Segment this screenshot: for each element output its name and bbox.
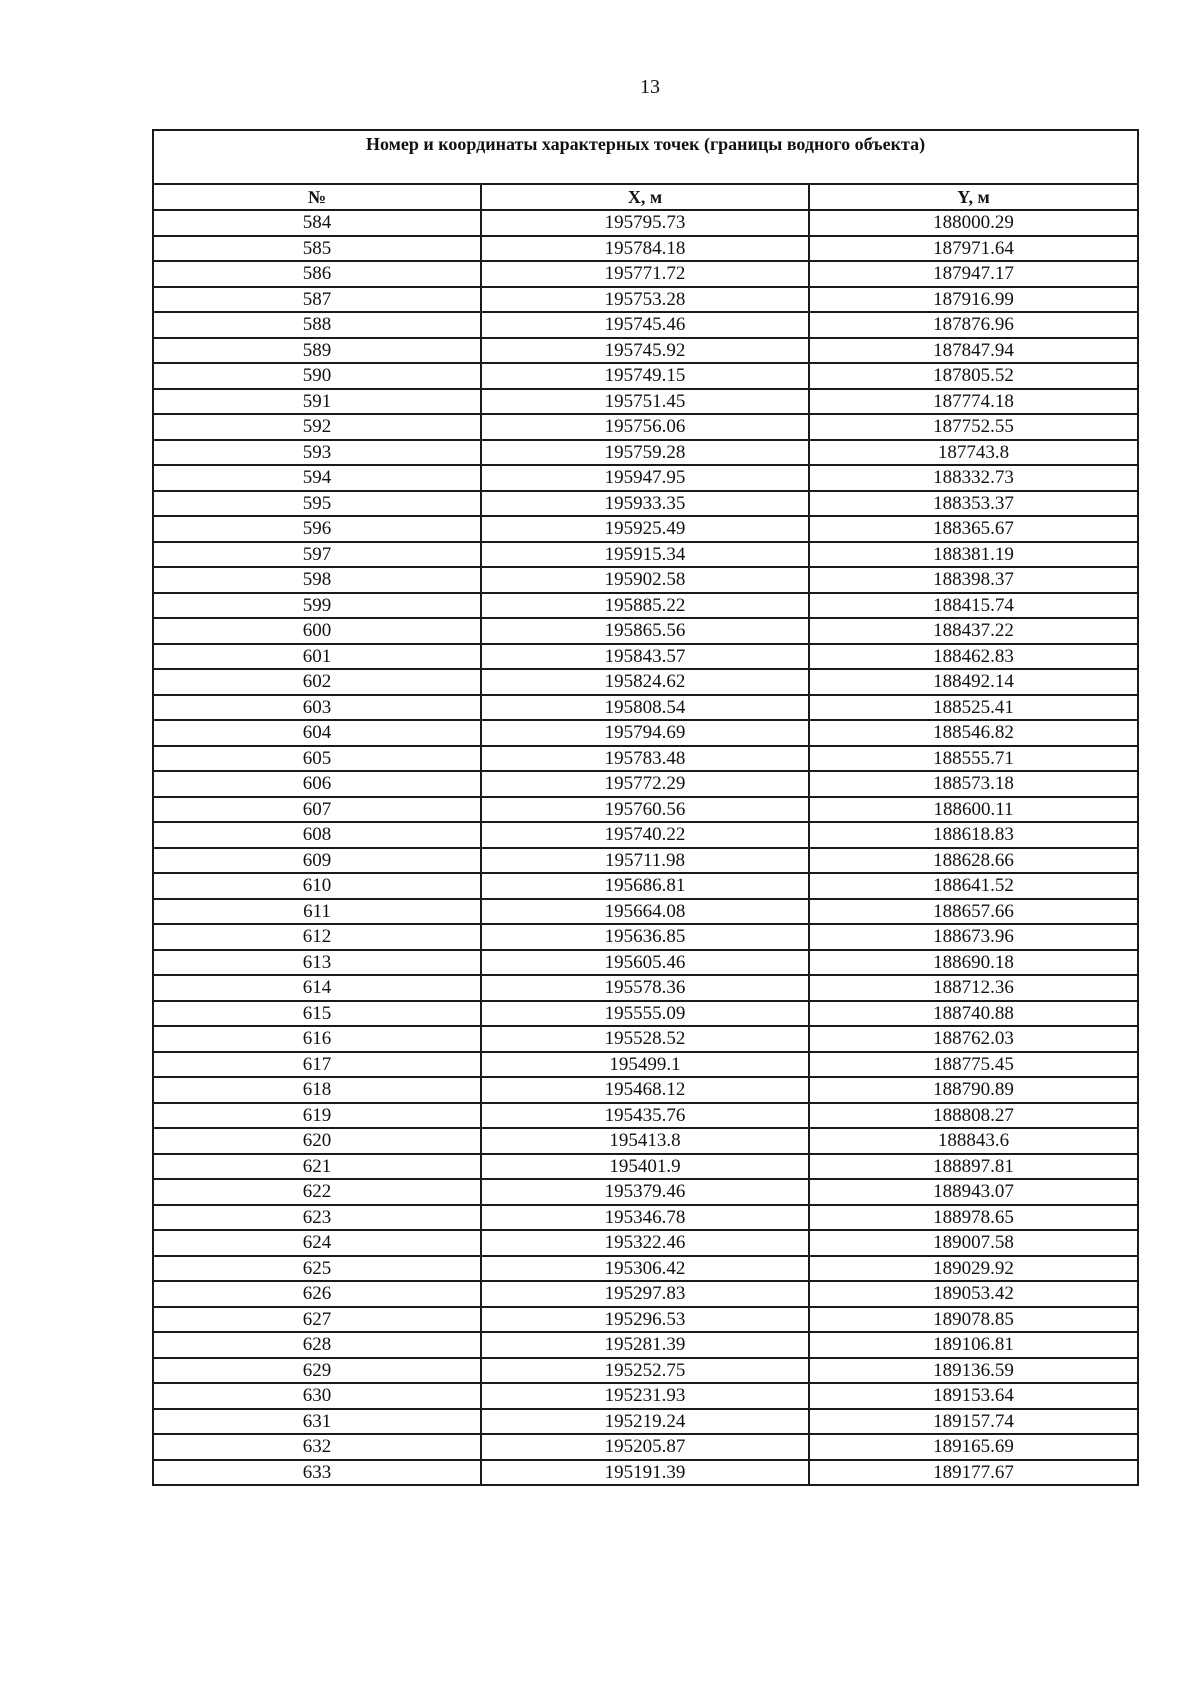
table-row — [153, 975, 1138, 1001]
y-coordinate-cell: 187876.96 — [809, 312, 1138, 338]
table-row — [153, 1154, 1138, 1180]
table-row — [153, 924, 1138, 950]
x-coordinate-cell: 195740.22 — [481, 822, 809, 848]
y-coordinate-cell: 189078.85 — [809, 1307, 1138, 1333]
x-coordinate-cell: 195753.28 — [481, 287, 809, 313]
y-coordinate-cell: 189106.81 — [809, 1332, 1138, 1358]
y-coordinate-cell: 189157.74 — [809, 1409, 1138, 1435]
y-coordinate-cell: 189165.69 — [809, 1434, 1138, 1460]
table-row — [153, 414, 1138, 440]
table-row — [153, 593, 1138, 619]
y-coordinate-cell: 189007.58 — [809, 1230, 1138, 1256]
table-row — [153, 822, 1138, 848]
table-row — [153, 567, 1138, 593]
x-coordinate-cell: 195468.12 — [481, 1077, 809, 1103]
x-coordinate-cell: 195865.56 — [481, 618, 809, 644]
x-coordinate-cell: 195783.48 — [481, 746, 809, 772]
point-number-cell: 593 — [153, 440, 481, 466]
y-coordinate-cell: 188978.65 — [809, 1205, 1138, 1231]
point-number-cell: 629 — [153, 1358, 481, 1384]
y-coordinate-cell: 187847.94 — [809, 338, 1138, 364]
y-coordinate-cell: 187752.55 — [809, 414, 1138, 440]
y-coordinate-cell: 187805.52 — [809, 363, 1138, 389]
table-row — [153, 210, 1138, 236]
x-coordinate-cell: 195745.46 — [481, 312, 809, 338]
y-coordinate-cell: 188462.83 — [809, 644, 1138, 670]
x-coordinate-cell: 195306.42 — [481, 1256, 809, 1282]
y-coordinate-cell: 188712.36 — [809, 975, 1138, 1001]
point-number-cell: 628 — [153, 1332, 481, 1358]
point-number-cell: 615 — [153, 1001, 481, 1027]
x-coordinate-cell: 195231.93 — [481, 1383, 809, 1409]
y-coordinate-cell: 188600.11 — [809, 797, 1138, 823]
table-row — [153, 1358, 1138, 1384]
x-coordinate-cell: 195794.69 — [481, 720, 809, 746]
x-coordinate-cell: 195555.09 — [481, 1001, 809, 1027]
table-row — [153, 1256, 1138, 1282]
y-coordinate-cell: 188332.73 — [809, 465, 1138, 491]
x-coordinate-cell: 195808.54 — [481, 695, 809, 721]
y-coordinate-cell: 188381.19 — [809, 542, 1138, 568]
column-header-number: № — [153, 184, 481, 210]
table-row — [153, 516, 1138, 542]
table-row — [153, 1052, 1138, 1078]
y-coordinate-cell: 188000.29 — [809, 210, 1138, 236]
table-title-row — [153, 130, 1138, 184]
x-coordinate-cell: 195664.08 — [481, 899, 809, 925]
point-number-cell: 605 — [153, 746, 481, 772]
table-row — [153, 465, 1138, 491]
x-coordinate-cell: 195686.81 — [481, 873, 809, 899]
x-coordinate-cell: 195843.57 — [481, 644, 809, 670]
point-number-cell: 584 — [153, 210, 481, 236]
table-row — [153, 312, 1138, 338]
x-coordinate-cell: 195379.46 — [481, 1179, 809, 1205]
table-body — [153, 210, 1138, 1485]
table-row — [153, 618, 1138, 644]
table-row — [153, 389, 1138, 415]
point-number-cell: 617 — [153, 1052, 481, 1078]
table-row — [153, 797, 1138, 823]
x-coordinate-cell: 195745.92 — [481, 338, 809, 364]
y-coordinate-cell: 188790.89 — [809, 1077, 1138, 1103]
table-row — [153, 1434, 1138, 1460]
x-coordinate-cell: 195499.1 — [481, 1052, 809, 1078]
point-number-cell: 632 — [153, 1434, 481, 1460]
point-number-cell: 619 — [153, 1103, 481, 1129]
x-coordinate-cell: 195925.49 — [481, 516, 809, 542]
point-number-cell: 587 — [153, 287, 481, 313]
table-row — [153, 899, 1138, 925]
table-row — [153, 1077, 1138, 1103]
point-number-cell: 623 — [153, 1205, 481, 1231]
table-row — [153, 1307, 1138, 1333]
x-coordinate-cell: 195346.78 — [481, 1205, 809, 1231]
x-coordinate-cell: 195711.98 — [481, 848, 809, 874]
table-title: Номер и координаты характерных точек (границы водного объекта) — [153, 130, 1138, 184]
table-row — [153, 873, 1138, 899]
point-number-cell: 609 — [153, 848, 481, 874]
x-coordinate-cell: 195772.29 — [481, 771, 809, 797]
x-coordinate-cell: 195401.9 — [481, 1154, 809, 1180]
x-coordinate-cell: 195933.35 — [481, 491, 809, 517]
point-number-cell: 610 — [153, 873, 481, 899]
y-coordinate-cell: 188943.07 — [809, 1179, 1138, 1205]
x-coordinate-cell: 195528.52 — [481, 1026, 809, 1052]
point-number-cell: 624 — [153, 1230, 481, 1256]
point-number-cell: 597 — [153, 542, 481, 568]
table-row — [153, 542, 1138, 568]
y-coordinate-cell: 188573.18 — [809, 771, 1138, 797]
point-number-cell: 591 — [153, 389, 481, 415]
table-row — [153, 848, 1138, 874]
point-number-cell: 590 — [153, 363, 481, 389]
point-number-cell: 625 — [153, 1256, 481, 1282]
y-coordinate-cell: 187743.8 — [809, 440, 1138, 466]
point-number-cell: 630 — [153, 1383, 481, 1409]
y-coordinate-cell: 187947.17 — [809, 261, 1138, 287]
y-coordinate-cell: 188555.71 — [809, 746, 1138, 772]
point-number-cell: 611 — [153, 899, 481, 925]
point-number-cell: 607 — [153, 797, 481, 823]
x-coordinate-cell: 195322.46 — [481, 1230, 809, 1256]
x-coordinate-cell: 195885.22 — [481, 593, 809, 619]
x-coordinate-cell: 195947.95 — [481, 465, 809, 491]
x-coordinate-cell: 195756.06 — [481, 414, 809, 440]
y-coordinate-cell: 189136.59 — [809, 1358, 1138, 1384]
column-header-y: Y, м — [809, 184, 1138, 210]
point-number-cell: 601 — [153, 644, 481, 670]
point-number-cell: 588 — [153, 312, 481, 338]
x-coordinate-cell: 195219.24 — [481, 1409, 809, 1435]
table-header-row — [153, 184, 1138, 210]
y-coordinate-cell: 188690.18 — [809, 950, 1138, 976]
table-row — [153, 695, 1138, 721]
point-number-cell: 613 — [153, 950, 481, 976]
point-number-cell: 606 — [153, 771, 481, 797]
table-row — [153, 1409, 1138, 1435]
x-coordinate-cell: 195751.45 — [481, 389, 809, 415]
y-coordinate-cell: 188546.82 — [809, 720, 1138, 746]
point-number-cell: 612 — [153, 924, 481, 950]
x-coordinate-cell: 195824.62 — [481, 669, 809, 695]
point-number-cell: 595 — [153, 491, 481, 517]
table-row — [153, 338, 1138, 364]
point-number-cell: 627 — [153, 1307, 481, 1333]
x-coordinate-cell: 195435.76 — [481, 1103, 809, 1129]
y-coordinate-cell: 188398.37 — [809, 567, 1138, 593]
x-coordinate-cell: 195578.36 — [481, 975, 809, 1001]
table-row — [153, 669, 1138, 695]
table-row — [153, 1383, 1138, 1409]
y-coordinate-cell: 188365.67 — [809, 516, 1138, 542]
point-number-cell: 600 — [153, 618, 481, 644]
table-row — [153, 1230, 1138, 1256]
y-coordinate-cell: 188618.83 — [809, 822, 1138, 848]
x-coordinate-cell: 195605.46 — [481, 950, 809, 976]
point-number-cell: 616 — [153, 1026, 481, 1052]
y-coordinate-cell: 188673.96 — [809, 924, 1138, 950]
x-coordinate-cell: 195760.56 — [481, 797, 809, 823]
table-row — [153, 236, 1138, 262]
x-coordinate-cell: 195784.18 — [481, 236, 809, 262]
y-coordinate-cell: 187774.18 — [809, 389, 1138, 415]
point-number-cell: 614 — [153, 975, 481, 1001]
x-coordinate-cell: 195795.73 — [481, 210, 809, 236]
page-number: 13 — [640, 76, 660, 98]
y-coordinate-cell: 188740.88 — [809, 1001, 1138, 1027]
table-row — [153, 1103, 1138, 1129]
table-row — [153, 720, 1138, 746]
point-number-cell: 592 — [153, 414, 481, 440]
coordinates-table — [152, 129, 1139, 1486]
y-coordinate-cell: 187971.64 — [809, 236, 1138, 262]
point-number-cell: 603 — [153, 695, 481, 721]
x-coordinate-cell: 195205.87 — [481, 1434, 809, 1460]
y-coordinate-cell: 189153.64 — [809, 1383, 1138, 1409]
y-coordinate-cell: 188353.37 — [809, 491, 1138, 517]
x-coordinate-cell: 195281.39 — [481, 1332, 809, 1358]
table-row — [153, 287, 1138, 313]
x-coordinate-cell: 195915.34 — [481, 542, 809, 568]
y-coordinate-cell: 189029.92 — [809, 1256, 1138, 1282]
point-number-cell: 620 — [153, 1128, 481, 1154]
y-coordinate-cell: 188762.03 — [809, 1026, 1138, 1052]
point-number-cell: 585 — [153, 236, 481, 262]
x-coordinate-cell: 195771.72 — [481, 261, 809, 287]
table-row — [153, 771, 1138, 797]
x-coordinate-cell: 195413.8 — [481, 1128, 809, 1154]
table-row — [153, 363, 1138, 389]
point-number-cell: 599 — [153, 593, 481, 619]
y-coordinate-cell: 188775.45 — [809, 1052, 1138, 1078]
table-row — [153, 950, 1138, 976]
table-row — [153, 1179, 1138, 1205]
table-row — [153, 1281, 1138, 1307]
y-coordinate-cell: 188808.27 — [809, 1103, 1138, 1129]
x-coordinate-cell: 195636.85 — [481, 924, 809, 950]
point-number-cell: 621 — [153, 1154, 481, 1180]
point-number-cell: 594 — [153, 465, 481, 491]
point-number-cell: 602 — [153, 669, 481, 695]
point-number-cell: 589 — [153, 338, 481, 364]
point-number-cell: 586 — [153, 261, 481, 287]
point-number-cell: 631 — [153, 1409, 481, 1435]
point-number-cell: 622 — [153, 1179, 481, 1205]
y-coordinate-cell: 188525.41 — [809, 695, 1138, 721]
x-coordinate-cell: 195902.58 — [481, 567, 809, 593]
table-row — [153, 261, 1138, 287]
y-coordinate-cell: 188492.14 — [809, 669, 1138, 695]
table-row — [153, 746, 1138, 772]
y-coordinate-cell: 187916.99 — [809, 287, 1138, 313]
x-coordinate-cell: 195252.75 — [481, 1358, 809, 1384]
point-number-cell: 626 — [153, 1281, 481, 1307]
y-coordinate-cell: 188628.66 — [809, 848, 1138, 874]
table-row — [153, 1001, 1138, 1027]
point-number-cell: 598 — [153, 567, 481, 593]
table-row — [153, 440, 1138, 466]
x-coordinate-cell: 195749.15 — [481, 363, 809, 389]
point-number-cell: 633 — [153, 1460, 481, 1486]
point-number-cell: 608 — [153, 822, 481, 848]
table-row — [153, 1128, 1138, 1154]
x-coordinate-cell: 195296.53 — [481, 1307, 809, 1333]
y-coordinate-cell: 189053.42 — [809, 1281, 1138, 1307]
x-coordinate-cell: 195297.83 — [481, 1281, 809, 1307]
column-header-x: X, м — [481, 184, 809, 210]
x-coordinate-cell: 195759.28 — [481, 440, 809, 466]
point-number-cell: 604 — [153, 720, 481, 746]
table-row — [153, 491, 1138, 517]
y-coordinate-cell: 188897.81 — [809, 1154, 1138, 1180]
y-coordinate-cell: 188657.66 — [809, 899, 1138, 925]
table-row — [153, 1460, 1138, 1486]
y-coordinate-cell: 189177.67 — [809, 1460, 1138, 1486]
point-number-cell: 596 — [153, 516, 481, 542]
y-coordinate-cell: 188437.22 — [809, 618, 1138, 644]
y-coordinate-cell: 188843.6 — [809, 1128, 1138, 1154]
y-coordinate-cell: 188415.74 — [809, 593, 1138, 619]
y-coordinate-cell: 188641.52 — [809, 873, 1138, 899]
table-row — [153, 1332, 1138, 1358]
table-row — [153, 1026, 1138, 1052]
table-row — [153, 1205, 1138, 1231]
table-row — [153, 644, 1138, 670]
point-number-cell: 618 — [153, 1077, 481, 1103]
x-coordinate-cell: 195191.39 — [481, 1460, 809, 1486]
